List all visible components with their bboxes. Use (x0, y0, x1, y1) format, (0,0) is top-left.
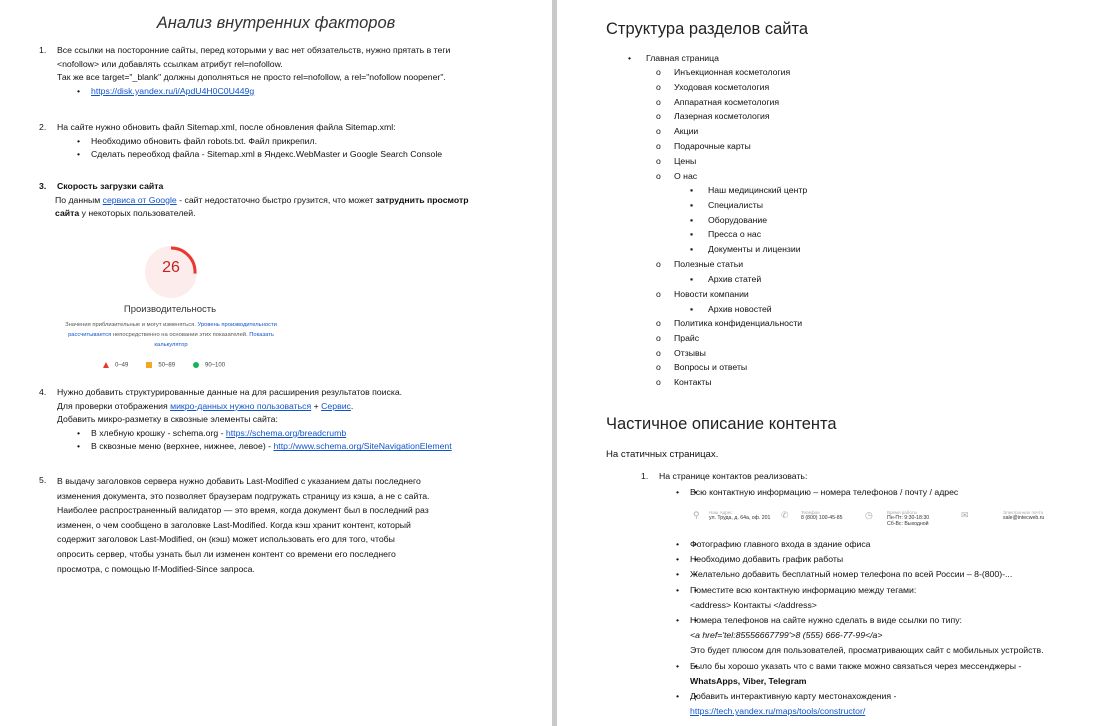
text: Всю контактную информацию – номера телефонов / почту / адрес (690, 487, 959, 497)
contact-hours: Пн-Пт: 9:30-18:30 (887, 515, 930, 521)
map-pin-icon: ⚲ (693, 510, 700, 520)
contact-label: Наш Адрес (709, 510, 733, 515)
tree-about-children: ▪ Наш медицинский центр ▪ Специалисты ▪ Оборудование ▪ Пресса о нас ▪ Документы и лицензии (690, 185, 808, 255)
item-5-line: просмотра, с помощью If-Modified-Since запроса. (57, 563, 255, 574)
text: + (311, 400, 322, 411)
text: Поместите всю контактную информацию между тегами: (690, 584, 917, 595)
list-item (57, 440, 514, 454)
tree-item: Наш медицинский центр (708, 185, 808, 195)
text: По данным (55, 194, 103, 205)
left-page (0, 0, 552, 726)
item-4-line: Нужно добавить структурированные данные на для расширения результатов поиска. (57, 387, 403, 397)
circle-icon (193, 362, 199, 368)
note-text: Значения приблизительные и могут изменяться. (65, 322, 198, 328)
section-title: Частичное описание контента (606, 415, 837, 433)
performance-gauge (145, 246, 197, 298)
tree-item: Полезные статьи (674, 259, 744, 269)
text: Это будет плюсом для пользователей, просматривающих сайт с мобильных устройств. (690, 645, 1044, 656)
tree-useful-child: ▪ Архив статей (690, 274, 762, 284)
tree-item: Оборудование (708, 214, 768, 225)
contact-label: Телефон (801, 510, 820, 515)
address-tag-text: <address> Контакты </address> (690, 599, 817, 610)
contact-hours: Сб-Вс: Выходной (887, 521, 929, 527)
tree-item: Контакты (674, 377, 712, 388)
item-3 (57, 180, 514, 221)
tree-item: Цены (674, 155, 697, 166)
item-5-line: В выдачу заголовков сервера нужно добавить Last-Modified с указанием даты последнего (57, 476, 421, 486)
text: - сайт недостаточно быстро грузится, что может (176, 194, 376, 205)
text: Номера телефонов на сайте нужно сделать в виде ссылки по типу: (690, 615, 962, 626)
item-5-line: опросить сервер, чтобы узнать был ли изменен контент со времени его последнего (57, 548, 396, 559)
legend-label: 50–89 (158, 362, 176, 369)
messengers-text: WhatsApps, Viber, Telegram (690, 675, 807, 686)
text: Для проверки отображения (57, 400, 171, 411)
clock-icon: ◷ (865, 510, 873, 520)
text: Желательно добавить бесплатный номер телефона по всей России – 8-(800)-... (690, 569, 1013, 580)
list-number: 4. (39, 387, 47, 397)
tree-item: Вопросы и ответы (674, 362, 748, 373)
item-5-line: изменения документа, это позволяет браузерам подгружать страницу из кэша, а не с сайта. (57, 490, 430, 501)
item-1-line: <nofollow> или добавлять ссылкам атрибут rel=nofollow. (57, 58, 283, 69)
item-4 (57, 386, 514, 454)
tree-item: Лазерная косметология (674, 111, 770, 122)
legend-label: 90–100 (205, 362, 226, 369)
tree-item: Новости компании (674, 289, 749, 299)
breadcrumb-schema-link[interactable]: https://schema.org/breadcrumb (225, 427, 347, 438)
contacts-list-2 (674, 537, 1100, 719)
mail-icon: ✉ (961, 510, 969, 520)
tree-item: Отзывы (674, 347, 706, 358)
tree-item: Пресса о нас (708, 229, 762, 240)
tree-item: Аппаратная косметология (674, 96, 780, 107)
service-link[interactable]: Сервис (321, 400, 351, 411)
google-service-link[interactable]: сервиса от Google (102, 194, 177, 205)
item-5 (57, 474, 514, 576)
legend-average (146, 362, 175, 369)
list-number: 5. (39, 475, 47, 485)
gauge-note (60, 320, 282, 350)
text: Фотографию главного входа в здание офиса (690, 539, 871, 549)
tree-root: • Главная страница (628, 53, 719, 63)
section-heading: Скорость загрузки сайта (57, 181, 164, 191)
intro-text: На статичных страницах. (606, 449, 719, 460)
item-1 (57, 44, 514, 98)
tree-item: Инъекционная косметология (674, 67, 791, 77)
tree-item: Прайс (674, 332, 700, 343)
note-link[interactable]: Уровень производительности рассчитывается (68, 322, 277, 338)
contact-email: sale@intecweb.ru (1003, 515, 1045, 521)
note-text: непосредственно на основании этих показателей. (111, 332, 250, 338)
gauge-legend (103, 362, 225, 369)
item-1-line: Все ссылки на посторонние сайты, перед которыми у вас нет обязательств, нужно прятать в теги (57, 45, 451, 55)
list-number: 1. (39, 45, 47, 55)
microdata-link[interactable]: микро-данных нужно пользоваться (170, 400, 312, 411)
legend-fail (103, 362, 128, 369)
legend-pass (193, 362, 225, 369)
tree-item: О нас (674, 170, 698, 181)
list-item: • Необходимо обновить файл robots.txt. Файл прикрепил. (57, 135, 514, 149)
text: . (350, 400, 354, 411)
contact-strip (691, 508, 1101, 532)
tree-level1: o Инъекционная косметология o Уходовая косметология o Аппаратная косметология o Лазерная косметология o Акции o Подарочные карты o Цены o О нас (656, 67, 791, 181)
yandex-map-link[interactable]: https://tech.yandex.ru/maps/tools/constructor/ (690, 706, 866, 717)
bold-text: затруднить просмотр (375, 194, 469, 205)
gauge-score: 26 (162, 259, 180, 276)
tree-item: Архив статей (708, 274, 762, 284)
contact-address: ул. Труда, д. 64а, оф. 201 (709, 515, 771, 521)
tree-tail: o Политика конфиденциальности o Прайс o Отзывы o Вопросы и ответы o Контакты (656, 318, 803, 388)
list-number: 2. (39, 122, 47, 132)
text: В хлебную крошку - schema.org - (91, 427, 226, 438)
tree-item: Документы и лицензии (708, 244, 801, 255)
item-4-line: Добавить микро-разметку в сквозные элементы сайта: (57, 414, 278, 425)
tree-news: o Новости компании (656, 289, 749, 299)
contact-label: Электронная почта (1003, 510, 1044, 515)
section-title: Структура разделов сайта (606, 20, 809, 38)
list-item: • • Фотографию главного входа в здание офиса (674, 537, 1100, 552)
triangle-icon (103, 362, 109, 368)
phone-icon: ✆ (781, 510, 789, 520)
item-5-line: содержит заголовок Last-Modified, он (кэш) может использовать его для того, чтобы (57, 534, 395, 545)
text: у некоторых пользователей. (79, 208, 196, 219)
list-item: • • Желательно добавить бесплатный номер телефона по всей России – 8-(800)-... (674, 567, 1100, 582)
item-5-line: изменен, о чем сообщено в заголовке Last-Modified. Когда кэш хранит контент, который (57, 519, 411, 530)
list-item: • • Было бы хорошо указать что с вами также можно связаться через мессенджеры - (674, 659, 1100, 674)
square-icon (146, 362, 152, 368)
legend-label: 0–49 (115, 362, 129, 369)
tree-item: Политика конфиденциальности (674, 318, 803, 328)
tree-item: Архив новостей (708, 304, 772, 314)
tree-item: Подарочные карты (674, 140, 751, 151)
right-page (557, 0, 1110, 726)
gauge-label: Производительность (123, 304, 217, 315)
bold-text: сайта (55, 208, 80, 219)
item-2 (57, 121, 514, 162)
contact-phone: 8 (800) 100-45-85 (801, 515, 843, 521)
text: Добавить интерактивную карту местонахождения - (690, 691, 897, 702)
sub-heading: На странице контактов реализовать: (659, 471, 808, 481)
text: Было бы хорошо указать что с вами также можно связаться через мессенджеры - (690, 660, 1022, 671)
list-item: • • Всю контактную информацию – номера телефонов / почту / адрес (674, 486, 1100, 500)
contacts-list (674, 486, 1100, 500)
tree-news-child: ▪ Архив новостей (690, 304, 772, 314)
list-item: • Сделать переобход файла - Sitemap.xml в Яндекс.WebMaster и Google Search Console (57, 148, 514, 162)
item-2-line: На сайте нужно обновить файл Sitemap.xml, после обновления файла Sitemap.xml: (57, 122, 396, 132)
disk-link[interactable]: https://disk.yandex.ru/i/ApdU4H0C0U449g (91, 85, 255, 96)
calculator-link[interactable]: Показать калькулятор (154, 332, 274, 348)
tree-item: Уходовая косметология (674, 81, 770, 92)
tree-useful: o Полезные статьи (656, 259, 744, 269)
list-item: • • Необходимо добавить график работы (674, 552, 1100, 567)
item-5-line: Наиболее распространенный валидатор — это время, когда документ был в последний раз (57, 505, 429, 516)
tree-item: Акции (674, 126, 699, 137)
list-item: • • Поместите всю контактную информацию между тегами: (674, 583, 1100, 598)
list-item (57, 427, 514, 441)
list-number: 1. (641, 471, 649, 481)
tree-label: Главная страница (646, 53, 719, 63)
list-item: • • Добавить интерактивную карту местонахождения - (674, 689, 1100, 704)
item-1-line: Так же все target="_blank" должны дополняться не просто rel=nofollow, а rel="nofollow noopener". (57, 72, 446, 83)
list-number: 3. (39, 181, 47, 191)
text: В сквозные меню (верхнее, нижнее, левое) - (91, 441, 274, 452)
navigation-schema-link[interactable]: http://www.schema.org/SiteNavigationElement (273, 441, 452, 452)
contact-label: Время работы (887, 510, 918, 515)
text: Необходимо добавить график работы (690, 554, 844, 565)
tree-item: Специалисты (708, 199, 763, 210)
list-item: • • Номера телефонов на сайте нужно сделать в виде ссылки по типу: (674, 613, 1100, 628)
page-title: Анализ внутренних факторов (156, 14, 396, 32)
code-sample: <a href='tel:85556667799'>8 (555) 666-77-99</a> (690, 630, 883, 641)
